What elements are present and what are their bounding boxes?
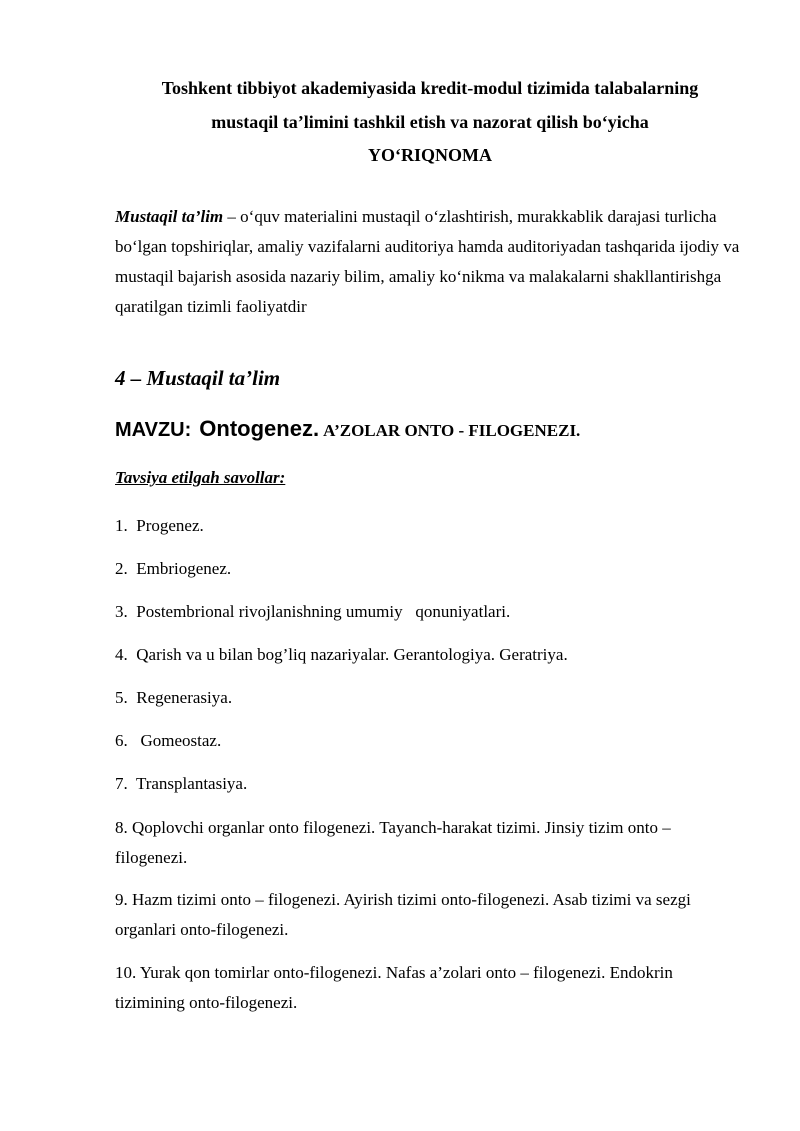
topic-line bbox=[115, 416, 580, 442]
question-item: 1. Progenez. bbox=[115, 516, 204, 535]
question-item: 4. Qarish va u bilan bog’liq nazariyalar. Gerantologiya. Geratriya. bbox=[115, 645, 568, 664]
definition-paragraph bbox=[115, 202, 745, 322]
question-item: 6. Gomeostaz. bbox=[115, 731, 222, 750]
question-item: 7. Transplantasiya. bbox=[115, 774, 248, 793]
document-title-line-3: YO‘RIQNOMA bbox=[368, 145, 492, 165]
question-item: 2. Embriogenez. bbox=[115, 559, 232, 578]
document-title-line-2: mustaqil ta’limini tashkil etish va nazorat qilish bo‘yicha bbox=[211, 112, 649, 132]
question-item: 8. Qoplovchi organlar onto filogenezi. Tayanch-harakat tizimi. Jinsiy tizim onto – filogenezi. bbox=[115, 818, 675, 867]
definition-term: Mustaqil ta’lim bbox=[115, 207, 224, 226]
document-title-line-1: Toshkent tibbiyot akademiyasida kredit-modul tizimida talabalarning bbox=[161, 78, 699, 98]
question-item: 10. Yurak qon tomirlar onto-filogenezi. Nafas a’zolari onto – filogenezi. Endokrin tizimining onto-filogenezi. bbox=[115, 963, 678, 1012]
topic-label: MAVZU: bbox=[115, 419, 192, 441]
question-item: 9. Hazm tizimi onto – filogenezi. Ayirish tizimi onto-filogenezi. Asab tizimi va sezgi organlari onto-filogenezi. bbox=[115, 890, 696, 939]
section-heading: 4 – Mustaqil ta’lim bbox=[115, 366, 281, 390]
topic-name: Ontogenez. bbox=[199, 416, 320, 441]
question-item: 3. Postembrional rivojlanishning umumiy qonuniyatlari. bbox=[115, 602, 511, 621]
definition-text: – o‘quv materialini mustaqil o‘zlashtirish, murakkablik darajasi turlicha bo‘lgan topshiriqlar, amaliy vazifalarni auditoriya hamda auditoriyadan tashqarida ijodiy va mustaqil bajarish asosida nazariy bilim, amaliy ko‘nikma va malakalarni shakllantirishga qaratilgan tizimli faoliyatdir bbox=[115, 207, 740, 316]
topic-subtitle: A’ZOLAR ONTO - FILOGENEZI. bbox=[323, 421, 581, 440]
questions-heading: Tavsiya etilgah savollar: bbox=[115, 468, 286, 487]
question-item: 5. Regenerasiya. bbox=[115, 688, 233, 707]
